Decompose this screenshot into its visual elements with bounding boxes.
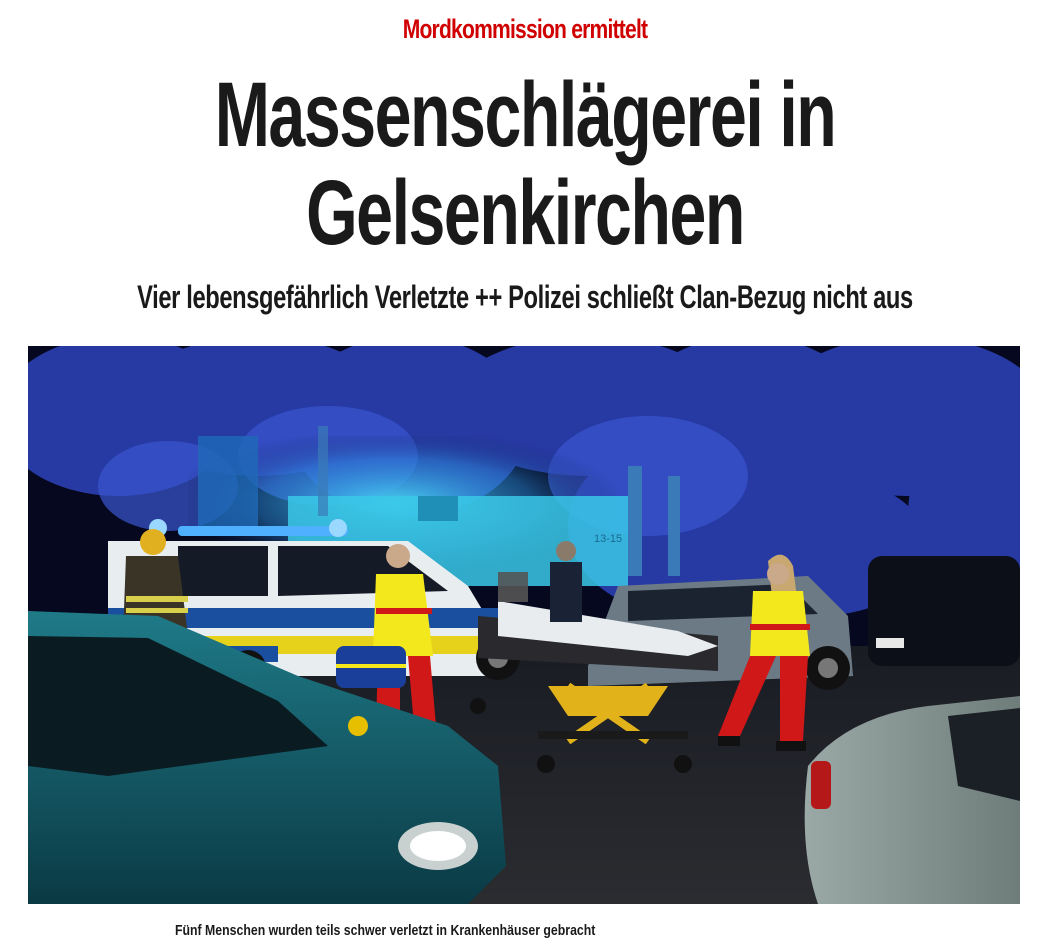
photo-caption: Fünf Menschen wurden teils schwer verletzt in Krankenhäuser gebracht	[175, 922, 596, 939]
headline-line-2: Gelsenkirchen	[306, 162, 744, 264]
article-headline[interactable]	[147, 66, 903, 262]
headline-line-1: Massenschlägerei in	[214, 64, 836, 166]
article-subheadline: Vier lebensgefährlich Verletzte ++ Polizei schließt Clan-Bezug nicht aus	[137, 279, 913, 315]
article-photo[interactable]	[28, 346, 1020, 904]
photo-house-number: 13-15	[594, 533, 623, 545]
article-kicker[interactable]: Mordkommission ermittelt	[402, 14, 648, 44]
